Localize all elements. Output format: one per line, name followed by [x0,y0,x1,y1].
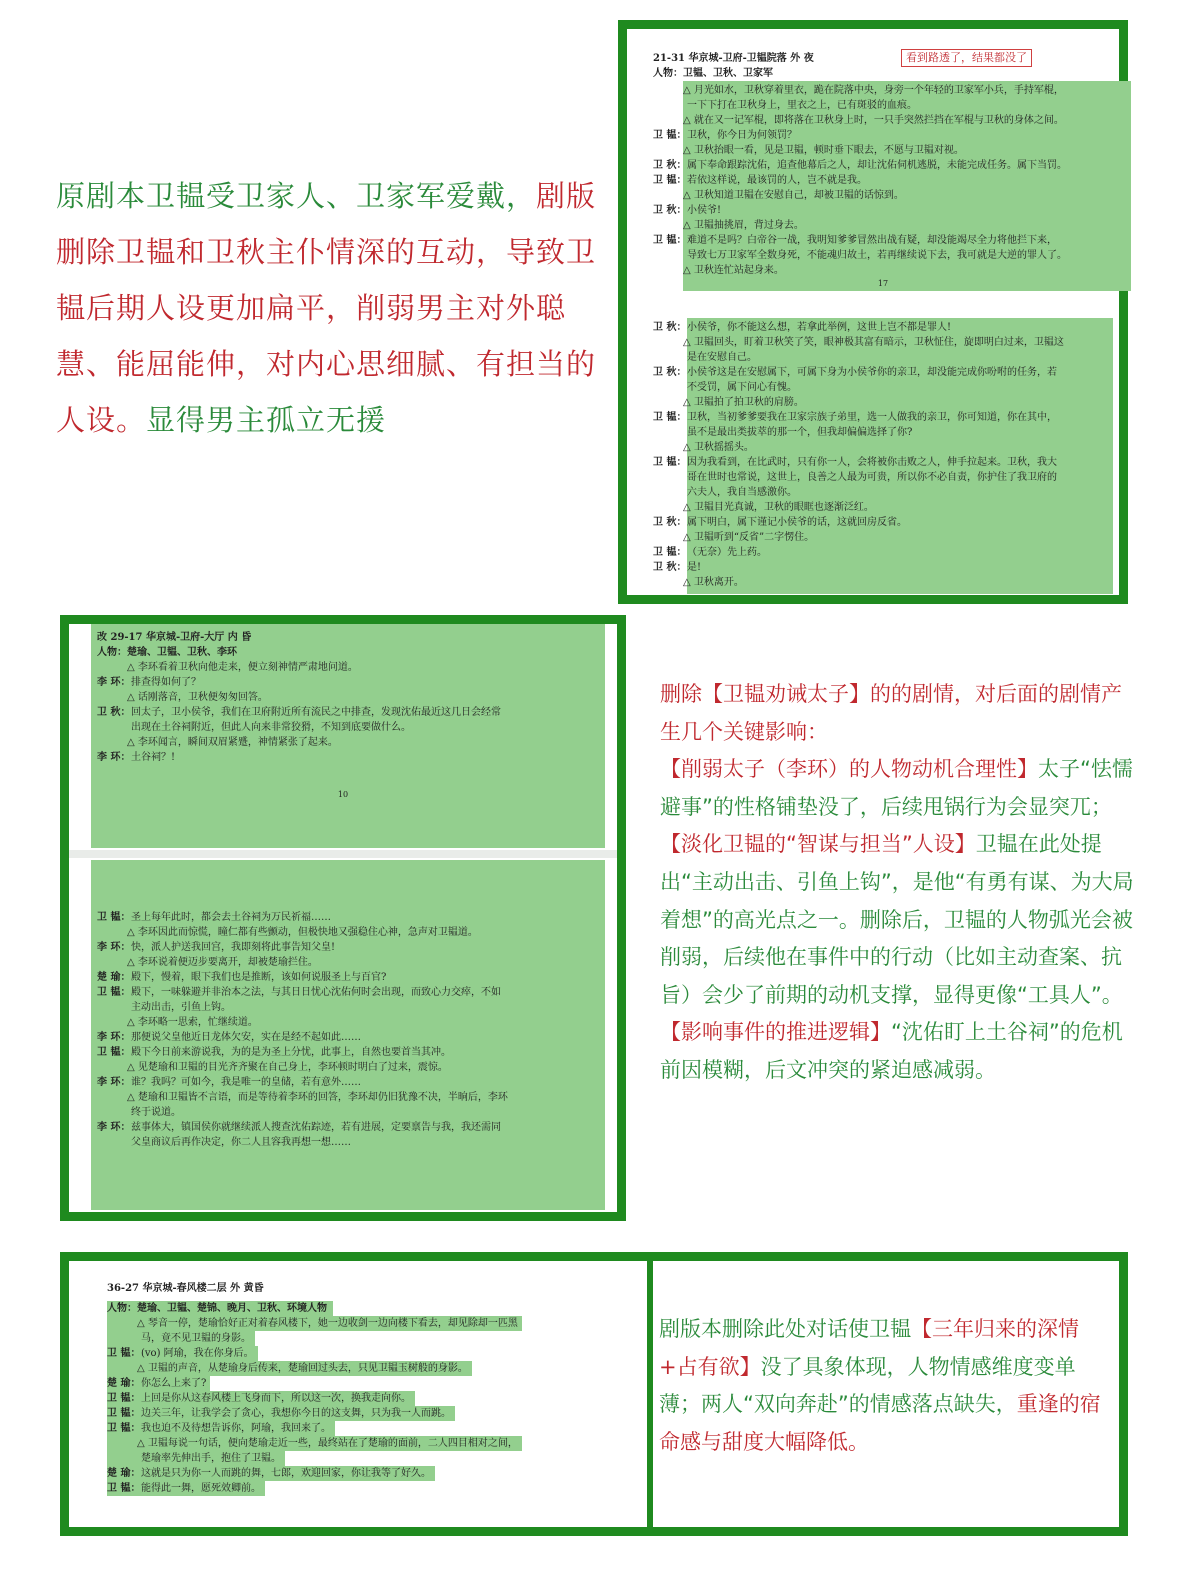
speaker-name: 楚 瑜： [97,972,131,983]
line-text: △ 卫秋抬眼一看，见是卫韫，顿时垂下眼去，不愿与卫韫对视。 [683,145,964,156]
speaker-name: 李 环： [97,677,131,688]
script-line [97,910,597,925]
panel3-frame [60,1252,1128,1536]
script-line [653,335,1113,350]
speaker-name: 卫 韫： [97,912,131,923]
speaker-name: 李 环： [97,1032,131,1043]
line-text: 上回是你从这春风楼上飞身而下，所以这一次，换我走向你。 [141,1393,411,1404]
panel3-comment [659,1311,1113,1461]
line-text: 兹事体大，镇国侯你就继续派人搜查沈佑踪迹，若有进展，定要禀告与我，我还需同 [131,1122,501,1133]
comment-segment: 没了具象体现，人物情感维度变单薄；两人“双向奔赴”的情感落点缺失， [659,1354,1076,1417]
speaker-name: 卫 韫： [97,1047,131,1058]
point-body: 卫韫在此处提出“主动出击、引鱼上钩”，是他“有勇有谋、为大局着想”的高光点之一。删除后，卫韫的人物弧光会被削弱，后续他在事件中的行动（比如主动查案、抗旨）会少了前期的动机支撑，显得更像“工具人”。 [660,832,1134,1007]
line-text: 属下明白，属下谨记小侯爷的话，这就回房反省。 [687,517,907,528]
script-line [97,955,597,970]
script-line [107,1406,455,1421]
line-text: 你怎么上来了? [141,1378,207,1389]
point-head: 【淡化卫韫的“智谋与担当”人设】 [660,832,976,857]
speaker-name: 卫 韫： [653,412,687,423]
script-line [653,158,1131,173]
comment-segment: 剧版本删除此处对话使卫韫 [659,1317,911,1341]
line-text: 排查得如何了？ [131,677,201,688]
script-line [97,1015,597,1030]
line-text: △ 楚瑜和卫韫皆不言语，而是等待着李环的回答，李环却仍旧犹豫不决，半晌后，李环 [127,1092,508,1103]
script-line [97,1045,597,1060]
script-line [107,1361,472,1376]
speaker-name: 李 环： [97,752,131,763]
line-text: △ 见楚瑜和卫韫的目光齐齐聚在自己身上，李环顿时明白了过来，震惊。 [127,1062,448,1073]
line-text: △ 卫秋摇摇头。 [683,442,754,453]
speaker-name: 李 环： [97,942,131,953]
line-text: (vo) 阿瑜，我在你身后。 [141,1348,254,1359]
character-list: 人物：楚瑜、卫韫、楚锦、晚月、卫秋、环境人物 [107,1301,333,1316]
speaker-name: 卫 秋： [97,707,131,718]
line-text: △ 卫秋离开。 [683,577,744,588]
line-text: 殿下今日前来游说我，为的是为圣上分忧，此事上，自然也要首当其冲。 [131,1047,451,1058]
script-line [653,575,1113,590]
script-line [653,188,1131,203]
line-text: 属下奉命跟踪沈佑，追查他幕后之人，却让沈佑伺机逃脱，未能完成任务。属下当罚。 [687,160,1067,171]
script-line [107,1466,435,1481]
script-line [653,560,1113,575]
script-line [653,425,1113,440]
line-text: 那便说父皇他近日龙体欠安，实在是经不起如此…… [131,1032,361,1043]
line-text: 小侯爷! [687,205,722,216]
line-text: △ 琴音一停，楚瑜恰好正对着春风楼下，她一边收剑一边向楼下看去，却见除却一匹黑 [137,1318,518,1329]
line-text: 边关三年，让我学会了贪心，我想你今日的这支舞，只为我一人而跳。 [141,1408,451,1419]
script-line [653,440,1113,455]
speaker-name: 卫 秋： [653,205,687,216]
script-line [107,1391,415,1406]
script-line [653,470,1113,485]
line-text: △ 卫韫目光真诚，卫秋的眼眶也逐渐泛红。 [683,502,874,513]
line-text: 土谷祠？! [131,752,176,763]
line-text: 小侯爷，你不能这么想，若拿此举例，这世上岂不都是罪人! [687,322,952,333]
script-line [97,1030,597,1045]
line-text: 六夫人，我自当感激你。 [687,487,797,498]
script-line [97,705,597,720]
annotation-note: 看到路透了，结果都没了 [901,49,1032,67]
line-text: 不受罚，属下问心有愧。 [687,382,797,393]
comment-segment: 显得男主孤立无援 [146,403,387,437]
speaker-name: 卫 韫： [107,1393,141,1404]
speaker-name: 卫 韫： [653,547,687,558]
script-line [107,1421,335,1436]
script-line [653,248,1131,263]
line-text: 父皇商议后再作决定，你二人且容我再想一想…… [131,1137,351,1148]
speaker-name: 李 环： [97,1122,131,1133]
line-text: 导致七万卫家军全数身死，不能魂归故土，若再继续说下去，我可就是大逆的罪人了。 [687,250,1067,261]
scene-heading: 改 29-17 华京城-卫府-大厅 内 昏 [97,632,252,643]
line-text: △ 卫韫的声音，从楚瑜身后传来，楚瑜回过头去，只见卫韫玉树般的身影。 [137,1363,468,1374]
speaker-name: 楚 瑜： [107,1378,141,1389]
script-line [653,500,1113,515]
line-text: 终于说道。 [131,1107,181,1118]
point-head: 【影响事件的推进逻辑】 [660,1020,891,1045]
script-line [107,1481,265,1496]
script-line [97,940,597,955]
panel2-script-frame [60,615,626,1221]
scene-heading: 21-31 华京城-卫府-卫韫院落 外 夜 [653,53,814,64]
line-text: （无奈）先上药。 [687,547,767,558]
script-line [653,173,1131,188]
point-body: “沈佑盯上土谷祠”的危机前因模糊，后文冲突的紧迫感减弱。 [660,1020,1123,1082]
script-line [97,970,597,985]
script-line [107,1316,522,1331]
line-text: 殿下，一味躲避并非治本之法，与其日日忧心沈佑何时会出现，而致心力交瘁，不如 [131,987,501,998]
line-text: 是! [687,562,702,573]
script-line [97,735,597,750]
script-line [97,1135,597,1150]
line-text: △ 月光如水，卫秋穿着里衣，跪在院落中央，身旁一个年轻的卫家军小兵，手持军棍， [683,85,1064,96]
speaker-name: 卫 韫： [107,1423,141,1434]
panel1-comment [56,168,612,448]
script-line [653,515,1113,530]
script-line [97,1060,597,1075]
line-text: △ 卫韫每说一句话，便向楚瑜走近一些，最终站在了楚瑜的面前，二人四目相对之间， [137,1438,518,1449]
line-text: △ 就在又一记军棍，即将落在卫秋身上时，一只手突然拦挡在军棍与卫秋的身体之间。 [683,115,1064,126]
script-line [107,1376,210,1391]
line-text: 是在安慰自己。 [687,352,757,363]
line-text: △ 卫秋连忙站起身来。 [683,265,784,276]
page-number: 10 [337,790,349,799]
line-text: 快，派人护送我回宫，我即刻将此事告知父皇! [131,942,336,953]
point-body: 太子“怯懦避事”的性格铺垫没了，后续甩锅行为会显突兀； [660,757,1133,819]
speaker-name: 李 环： [97,1077,131,1088]
script-line [653,128,1131,143]
panel1-script-frame [618,20,1128,604]
speaker-name: 卫 秋： [653,517,687,528]
speaker-name: 楚 瑜： [107,1468,141,1479]
line-text: △ 卫韫抽挑眉，背过身去。 [683,220,804,231]
speaker-name: 卫 秋： [653,322,687,333]
line-text: 回太子，卫小侯爷，我们在卫府附近所有流民之中排查，发现沈佑最近这几日会经常 [131,707,501,718]
script-line [653,83,1131,98]
script-line [97,1000,597,1015]
script-line [107,1331,255,1346]
speaker-name: 卫 韫： [107,1408,141,1419]
scene-heading: 36-27 华京城-春风楼二层 外 黄昏 [107,1283,264,1294]
line-text: 马，竟不见卫韫的身影。 [141,1333,251,1344]
script-line [97,1075,597,1090]
script-line [97,985,597,1000]
line-text: 我也迫不及待想告诉你，阿瑜，我回来了。 [141,1423,331,1434]
character-list: 人物：卫韫、卫秋、卫家军 [653,68,773,79]
script-line [653,350,1113,365]
speaker-name: 卫 韫： [653,130,687,141]
line-text: 出现在土谷祠附近，但此人向来非常狡猾，不知到底要做什么。 [131,722,411,733]
line-text: △ 卫韫听到“反省”二字愣住。 [683,532,815,543]
script-line [653,233,1131,248]
script-line [653,218,1131,233]
panel2-comment [660,676,1136,1090]
line-text: 哥在世时也常说，这世上，良善之人最为可贵，所以你不必自责，你护住了我卫府的 [687,472,1057,483]
speaker-name: 卫 韫： [107,1483,141,1494]
script-line [653,485,1113,500]
script-line [653,395,1113,410]
line-text: △ 卫韫拍了拍卫秋的肩膀。 [683,397,804,408]
speaker-name: 卫 韫： [97,987,131,998]
script-line [653,530,1113,545]
script-line [97,1105,597,1120]
script-line [97,1090,597,1105]
speaker-name: 卫 秋： [653,562,687,573]
script-line [97,720,597,735]
line-text: 圣上每年此时，都会去土谷祠为万民祈福…… [131,912,331,923]
script-line [97,925,597,940]
script-line [653,380,1113,395]
line-text: 虽不是最出类拔萃的那一个，但我却偏偏选择了你? [687,427,913,438]
speaker-name: 卫 秋： [653,160,687,171]
speaker-name: 卫 韫： [653,175,687,186]
script-line [107,1436,522,1451]
script-line [97,690,597,705]
speaker-name: 卫 韫： [107,1348,141,1359]
speaker-name: 卫 韫： [653,235,687,246]
script-line [653,143,1131,158]
character-list: 人物：楚瑜、卫韫、卫秋、李环 [97,647,237,658]
script-line [97,750,597,765]
line-text: △ 话刚落音，卫秋便匆匆回答。 [127,692,268,703]
line-text: △ 李环闻言，瞬间双眉紧蹙，神情紧张了起来。 [127,737,338,748]
script-line [653,365,1113,380]
script-line [107,1346,258,1361]
comment-segment: 【三年归来的深情+占有欲】 [659,1317,1079,1379]
line-text: 卫秋，当初爹爹要我在卫家宗族子弟里，选一人做我的亲卫，你可知道，你在其中， [687,412,1057,423]
script-line [653,98,1131,113]
point-head: 【削弱太子（李环）的人物动机合理性】 [660,757,1038,782]
line-text: 卫秋，你今日为何领罚？ [687,130,797,141]
line-text: 若依这样说，最该罚的人，岂不就是我。 [687,175,867,186]
speaker-name: 卫 秋： [653,367,687,378]
line-text: 难道不是吗？白帝谷一战，我明知爹爹冒然出战有疑，却没能竭尽全力将他拦下来， [687,235,1057,246]
line-text: 能得此一舞，愿死效卿前。 [141,1483,261,1494]
script-line [107,1451,285,1466]
comment-intro: 删除【卫韫劝诫太子】的的剧情，对后面的剧情产生几个关键影响： [660,682,1122,744]
line-text: 主动出击，引鱼上钩。 [131,1002,231,1013]
page-number: 17 [877,279,889,288]
script-line [653,545,1113,560]
line-text: △ 卫韫回头，盯着卫秋笑了笑，眼神极其富有暗示，卫秋怔住，旋即明白过来，卫韫这 [683,337,1064,348]
script-line [97,1120,597,1135]
line-text: 小侯爷这是在安慰属下，可属下身为小侯爷你的亲卫，却没能完成你吩咐的任务，若 [687,367,1057,378]
line-text: △ 李环因此而惊慌，瞳仁都有些颤动，但极快地又强稳住心神，急声对卫韫道。 [127,927,478,938]
script-line [653,455,1113,470]
line-text: 这就是只为你一人而跳的舞，七郎，欢迎回家，你让我等了好久。 [141,1468,431,1479]
script-line [97,660,597,675]
line-text: 谁？我吗？可如今，我是唯一的皇储，若有意外…… [131,1077,361,1088]
line-text: △ 李环略一思索，忙继续道。 [127,1017,258,1028]
script-line [653,263,1131,278]
line-text: 殿下，慢着，眼下我们也是推断，该如何说服圣上与百官? [131,972,387,983]
script-line [97,675,597,690]
line-text: 楚瑜率先伸出手，抱住了卫韫。 [141,1453,281,1464]
line-text: △ 李环说着便迈步要离开，却被楚瑜拦住。 [127,957,318,968]
script-line [653,203,1131,218]
comment-segment: 重逢的宿命感与甜度大幅降低。 [659,1392,1101,1454]
comment-segment: 原剧本卫韫受卫家人、卫家军爱戴， [56,179,537,213]
speaker-name: 卫 韫： [653,457,687,468]
line-text: △ 卫秋知道卫韫在安慰自己，却被卫韫的话惊到。 [683,190,904,201]
script-line [653,113,1131,128]
line-text: △ 李环看着卫秋向他走来，便立刻神情严肃地问道。 [127,662,358,673]
script-line [653,410,1113,425]
line-text: 因为我看到，在比武时，只有你一人，会将被你击败之人，伸手拉起来。卫秋，我大 [687,457,1057,468]
script-line [653,320,1113,335]
comment-segment: 剧版删除卫韫和卫秋主仆情深的互动，导致卫韫后期人设更加扁平，削弱男主对外聪慧、能屈能伸，对内心思细腻、有担当的人设。 [56,179,597,437]
line-text: 一下下打在卫秋身上，里衣之上，已有斑驳的血痕。 [687,100,917,111]
